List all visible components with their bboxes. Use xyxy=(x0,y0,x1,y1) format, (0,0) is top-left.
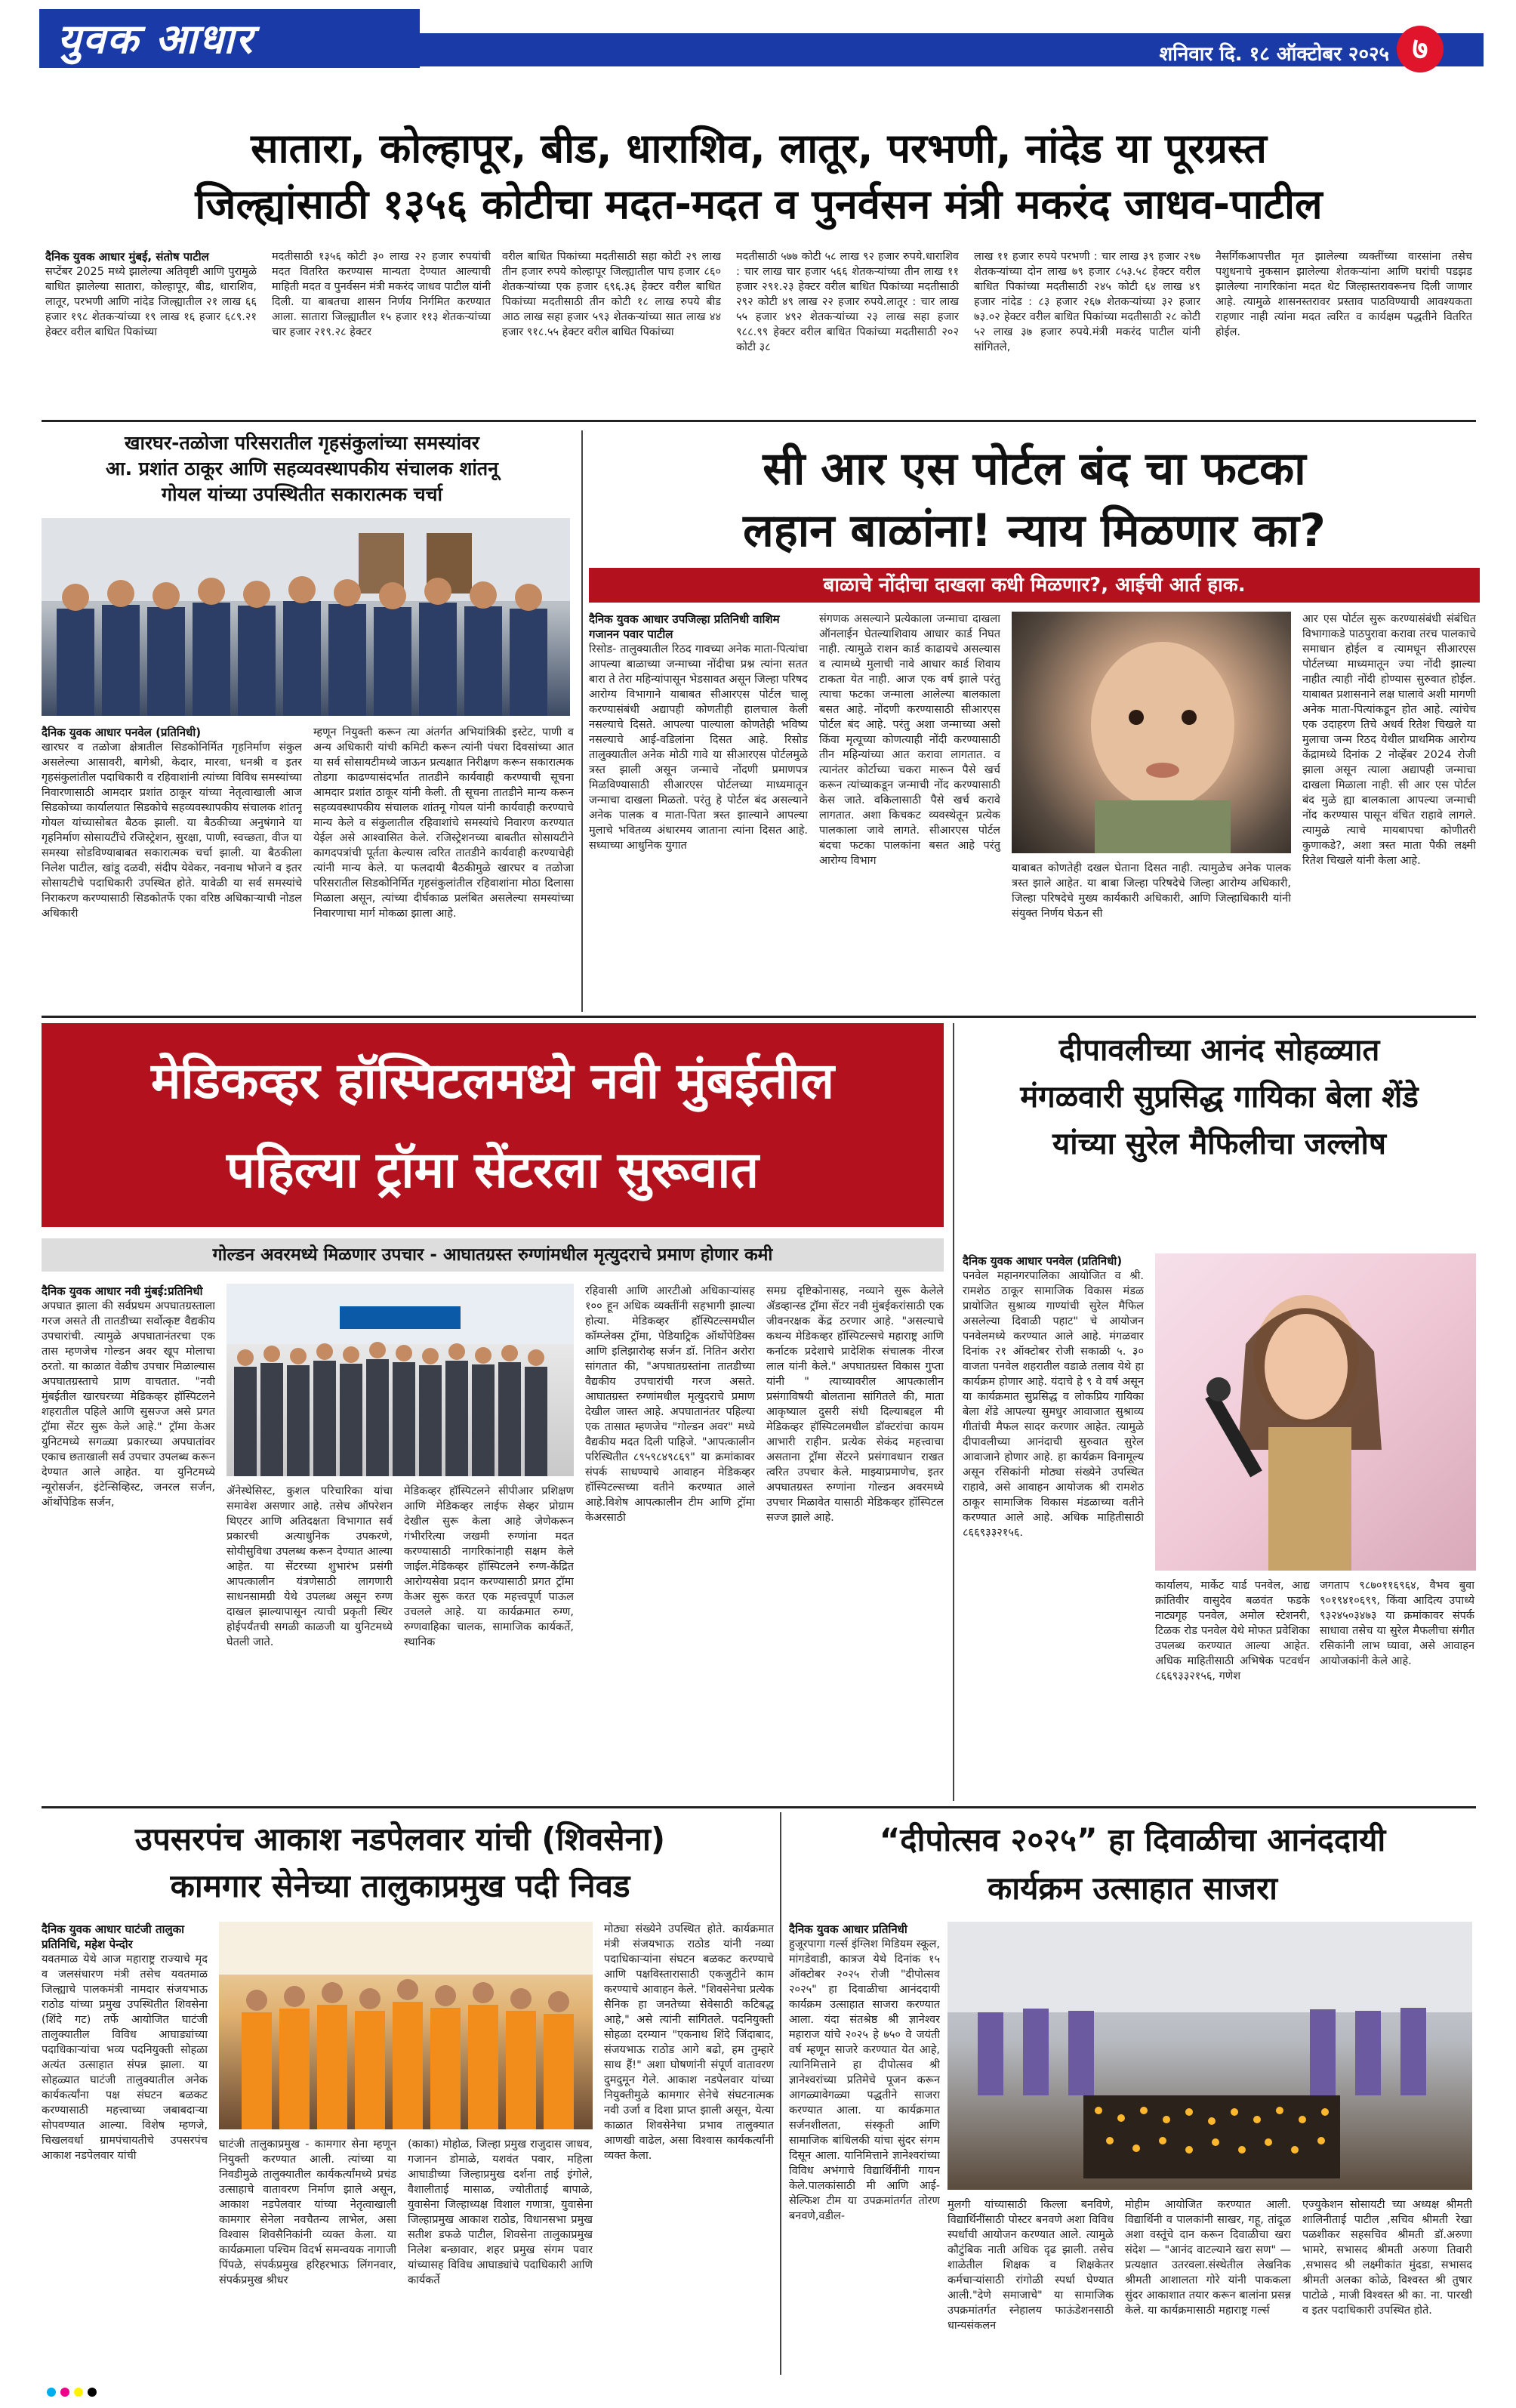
story4-byline: दैनिक युवक आधार नवी मुंबई:प्रतिनिधी xyxy=(42,1284,203,1298)
page-number: ७ xyxy=(1397,26,1444,72)
story3-text-1: रिसोड- तालुक्यातील रिठद गावच्या अनेक माता-पित्यांचा आपल्या बाळाच्या जन्माच्या नोंदीचा प्रश्न त्यांना सतत बारा ते तेरा महिन्यांपासून भेडसावत असून जिल्हा परिषद आरोग्य विभागाने याबाबत सीआरएस पोर्टल चालू करण्यासंबंधी अद्यापही कोणतीही हालचाल केली नसल्याचे दिसते. आपल्या पाल्याला कोणतेही भविष्य नसल्याचे आई-वडिलांना दिसत आहे. रिसोड तालुक्यातील अनेक मोठी गावे या सीआरएस पोर्टलमुळे त्रस्त झाली असून जन्माचे नोंदणी प्रमाणपत्र मिळविण्यासाठी सीआरएस पोर्टलच्या माध्यमातून जन्माचा दाखला मिळतो. परंतु हे पोर्टल बंद असल्याने अनेक पालक व माता-पिता त्रस्त झाल्याने आपल्या मुलाचे भवितव्य अंधारमय जाताना त्यांना दिसत आहे. सध्याच्या आधुनिक युगात xyxy=(589,643,808,852)
story3-headline-line1: सी आर एस पोर्टल बंद चा फटका xyxy=(763,442,1306,495)
meeting-photo xyxy=(42,518,570,716)
deepotsav-photo xyxy=(948,1922,1472,2190)
story6-text-2: घाटंजी तालुकाप्रमुख - कामगार सेना म्हणून नियुक्ती करण्यात आली. त्यांच्या या निवडीमुळे तालुक्यातील कार्यकर्त्यांमध्ये प्रचंड उत्साहाचे वातावरण निर्माण झाले असून, आकाश नडपेलवार यांच्या नेतृत्वाखाली कामगार सेनेला नवचैतन्य लाभेल, असा विश्वास शिवसैनिकांनी व्यक्त केला. या कार्यक्रमाला पश्चिम विदर्भ समन्वयक नागाजी पिंपळे, संपर्कप्रमुख हरिहरभाऊ लिंगनवार, संपर्कप्रमुख श्रीधर xyxy=(219,2138,396,2286)
story5-text-2: कार्यालय, मार्केट यार्ड पनवेल, आद्य क्रांतिवीर वासुदेव बळवंत फडके नाट्यगृह पनवेल, अमोल स्टेशनरी, टिळक रोड पनवेल येथे मोफत प्रवेशिका उपलब्ध करण्यात आल्या आहेत. अधिक माहितीसाठी अभिषेक पटवर्धन ८६६९३३२१५६, गणेश xyxy=(1155,1580,1310,1682)
story5-headline-line1: दीपावलीच्या आनंद सोहळ्यात xyxy=(1058,1033,1380,1068)
story2-headline-line2: आ. प्रशांत ठाकूर आणि सहव्यवस्थापकीय संचालक शांतनू xyxy=(106,458,498,479)
story2-headline-line3: गोयल यांच्या उपस्थितीत सकारात्मक चर्चा xyxy=(162,483,442,505)
singer-photo xyxy=(1155,1253,1476,1571)
story5-headline-line2: मंगळवारी सुप्रसिद्ध गायिका बेला शेंडे xyxy=(1020,1080,1419,1115)
story5-headline xyxy=(963,1027,1476,1167)
story1-text-2: मदतीसाठी १३५६ कोटी ३० लाख २२ हजार रुपयांची मदत वितरित करण्यास मान्यता देण्यात आल्याची माहिती मदत व पुनर्वसन मंत्री मकरंद जाधव पाटील यांनी दिली. या बाबतचा शासन निर्णय निर्गमित करण्यात आला. सातारा जिल्ह्यातील १५ हजार ११३ शेतकऱ्यांच्या चार हजार २१९.२८ हेक्टर xyxy=(272,251,491,338)
story1-text-4: मदतीसाठी ५७७ कोटी ५८ लाख ९२ हजार रुपये.धाराशिव : चार लाख चार हजार ५६६ शेतकऱ्यांच्या तीन लाख ११ हजार २९१.२३ हेक्टर वरील बाधित पिकांच्या मदतीसाठी २९२ कोटी ४९ लाख २२ हजार रुपये.लातूर : चार लाख ५५ हजार ४९२ शेतकऱ्यांच्या २३ लाख सहा हजार ९८८.९९ हेक्टर वरील बाधित पिकांच्या मदतीसाठी २०२ कोटी ३८ xyxy=(736,251,959,353)
story7-headline-line2: कार्यक्रम उत्साहात साजरा xyxy=(987,1870,1278,1907)
story1-headline xyxy=(30,121,1487,233)
story2-column-1 xyxy=(42,725,302,1012)
story2-headline xyxy=(30,430,574,507)
story7-headline xyxy=(789,1816,1476,1913)
singer-photo-illustration xyxy=(1155,1253,1476,1571)
registration-marks xyxy=(45,2386,136,2398)
column-divider xyxy=(581,430,583,1012)
story1-text-5: लाख ११ हजार रुपये परभणी : चार लाख ३९ हजार २९७ शेतकऱ्यांच्या दोन लाख ७९ हजार ८५३.५८ हेक्टर वरील बाधित पिकांच्या मदतीसाठी २४५ कोटी ६४ लाख ४९ हजार नांदेड : ८३ हजार २६७ शेतकऱ्यांच्या ३२ हजार ७३.०२ हेक्टर वरील बाधित पिकांच्या मदतीसाठी २८ कोटी ५२ लाख ३७ हजार रुपये.मंत्री मकरंद पाटील यांनी सांगितले, xyxy=(974,251,1200,353)
hospital-event-photo xyxy=(226,1284,574,1476)
story4-headline-line1: मेडिकव्हर हॉस्पिटलमध्ये नवी मुंबईतील xyxy=(150,1052,835,1110)
story1-headline-line2: जिल्ह्यांसाठी १३५६ कोटीचा मदत-मदत व पुनर्वसन मंत्री मकरंद जाधव-पाटील xyxy=(195,180,1323,228)
story7-text-1: हुजूरपागा गर्ल्स इंग्लिश मिडियम स्कूल, मांगडेवाडी, कात्रज येथे दिनांक १५ ऑक्टोबर २०२५ रोजी "दीपोत्सव २०२५" हा दिवाळीचा आनंददायी कार्यक्रम उत्साहात साजरा करण्यात आला. यंदा संतश्रेष्ठ श्री ज्ञानेश्वर महाराज यांचे २०२५ हे ७५० वे जयंती वर्ष म्हणून साजरे करण्यात येत आहे, त्यानिमित्ताने हा दीपोत्सव श्री ज्ञानेश्वरांच्या प्रतिमेचे पूजन करून आगळ्यावेगळ्या पद्धतीने साजरा करण्यात आला. या कार्यक्रमात सर्जनशीलता, संस्कृती आणि सामाजिक बांधिलकी यांचा सुंदर संगम दिसून आला. यानिमित्ताने ज्ञानेश्वरांच्या विविध अभंगाचे विद्यार्थिनींनी गायन केले.पालकांसाठी मी आणि आई- सेल्फिश टीम या उपक्रमांतर्गत तोरण बनवणे,वडील- xyxy=(789,1938,940,2222)
story3-headline-line2: लहान बाळांना! न्याय मिळणार का? xyxy=(743,504,1326,557)
story2-text-1: खारघर व तळोजा क्षेत्रातील सिडकोनिर्मित गृहनिर्माण संकुल असलेल्या आसावरी, बागेश्री, केदार, मारवा, धनश्री व इतर गृहसंकुलांतील पदाधिकारी व रहिवाशांनी त्यांच्या विविध समस्यांच्या निवारणासाठी आमदार प्रशांत ठाकूर यांच्या नेतृत्वाखाली आज सिडकोच्या कार्यालयात सिडकोचे सहव्यवस्थापकीय संचालक शांतनू गोयल यांच्यासोबत बैठक झाली. या बैठकीच्या अनुषंगाने या गृहनिर्माण सोसायटींचे रजिस्ट्रेशन, सुरक्षा, पाणी, स्वच्छता, वीज या समस्या सोडविण्याबाबत सकारात्मक चर्चा झाली. या बैठकीला निलेश पाटील, खांडू दळवी, संदीप येवेकर, नवनाथ भोजने व इतर सोसायटीचे पदाधिकारी उपस्थित होते. यावेळी या सर्व समस्यांचे निराकरण करण्यासाठी सिडकोतर्फे एका वरिष्ठ अधिकाऱ्याची नोडल अधिकारी xyxy=(42,742,302,920)
appointment-photo xyxy=(219,1922,593,2129)
story7-text-3: मोहीम आयोजित करण्यात आली. विद्यार्थिनी व पालकांनी साखर, गहू, तांदूळ अशा वस्तूंचे दान करून दिवाळीचा खरा संदेश — "आनंद वाटल्याने खरा सण" — प्रत्यक्षात उतरवला.संस्थेतील लेखनिक श्रीमती आशालता गोरे यांनी पाककला सुंदर आकाशात तयार करून बालांना प्रसन्न केले. या कार्यक्रमासाठी महाराष्ट्र गर्ल्स xyxy=(1125,2199,1291,2317)
story2-byline: दैनिक युवक आधार पनवेल (प्रतिनिधी) xyxy=(42,726,202,739)
story7-byline: दैनिक युवक आधार प्रतिनिधी xyxy=(789,1922,907,1936)
story6-headline-line1: उपसरपंच आकाश नडपेलवार यांची (शिवसेना) xyxy=(134,1821,666,1858)
story5-headline-line3: यांच्या सुरेल मैफिलीचा जल्लोष xyxy=(1052,1127,1386,1161)
story2-headline-line1: खारघर-तळोजा परिसरातील गृहसंकुलांच्या समस्यांवर xyxy=(125,432,479,454)
story1-text-1: सप्टेंबर 2025 मध्ये झालेल्या अतिवृष्टी आणि पुरामुळे बाधित झालेल्या सातारा, कोल्हापूर, बीड, धाराशिव, लातूर, परभणी आणि नांदेड जिल्ह्यातील २१ लाख ६६ हजार १९८ शेतकऱ्यांच्या १९ लाख १६ हजार ६८९.२१ हेक्टर वरील बाधित पिकांच्या xyxy=(45,266,257,338)
story3-text-4: आर एस पोर्टल सुरू करण्यासंबंधी संबंधित विभागाकडे पाठपुरावा करावा तरच पालकाचे समाधान होईल व त्यामधून सीआरएस पोर्टलच्या माध्यमातून ज्या नोंदी झाल्या नाहीत त्याही नोंदी होण्यास सुरुवात होईल. याबाबत प्रशासनाने लक्ष घालावे अशी मागणी अनेक माता-पित्यांकडून होत आहे. त्यांचेच एक उदाहरण तिचे अधर्व रितेश चिखले या मुलाचा जन्म रिठद येथील प्राथमिक आरोग्य केंद्रामध्ये दिनांक 2 नोव्हेंबर 2024 रोजी झाला असून त्याला अद्यापही जन्माचा दाखला मिळाला नाही. सी आर एस पोर्टल बंद मुळे ह्या बालकाला आपल्या जन्माची नोंद करण्यास पासून वंचित राहावे लागले. त्यामुळे त्याचे मायबापचा कोणीतरी कुणाकडे?, अशा त्रस्त माता पैकी लक्ष्मी रितेश चिखले यांनी केला आहे. xyxy=(1302,613,1476,867)
hospital-event-illustration xyxy=(226,1284,574,1476)
story4-subhead: गोल्डन अवरमध्ये मिळणार उपचार - आघातग्रस्त रुग्णांमधील मृत्युदराचे प्रमाण होणार कमी xyxy=(42,1238,944,1272)
story4-column-1 xyxy=(42,1284,215,1797)
story1-text-6: नैसर्गिकआपत्तीत मृत झालेल्या व्यक्तींच्या वारसांना तसेच पशुधनाचे नुकसान झालेल्या शेतकऱ्यांना आणि घरांची पडझड झालेल्या नागरिकांना मदत थेट जिल्हास्तरावरूनच दिली जाणार आहे. त्यामुळे शासनस्तरावर प्रस्ताव पाठविण्याची आवश्यकता राहणार नाही त्यांना मदत त्वरित व कार्यक्षम पद्धतीने वितरित होईल. xyxy=(1216,251,1472,338)
story3-text-3: याबाबत कोणतेही दखल घेताना दिसत नाही. त्यामुळेच अनेक पालक त्रस्त झाले आहेत. या बाबा जिल्हा परिषदेचे जिल्हा आरोग्य अधिकारी, जिल्हा परिषदेचे मुख्य कार्यकारी अधिकारी, आणि जिल्हाधिकारी यांनी संयुक्त निर्णय घेऊन सी xyxy=(1012,862,1291,920)
story2-text-2: म्हणून नियुक्ती करून त्या अंतर्गत अभियांत्रिकी इस्टेट, पाणी व अन्य अधिकारी यांची कमिटी करून त्यांनी पंधरा दिवसांच्या आत या सर्व सोसायटीमध्ये जाऊन प्रत्यक्षात निरीक्षण करून सकारात्मक तोडगा काढण्यासंदर्भात तातडीने कार्यवाही करण्याची सूचना आमदार प्रशांत ठाकूर यांनी केली. ती सूचना तातडीने मान्य करून सहव्यवस्थापकीय संचालक शांतनू गोयल यांनी कार्यवाही करण्याचे मान्य केले व संकुलातील रहिवाशांचे समस्यांचे निवारण करण्यात येईल असे आश्वासित केले. रजिस्ट्रेशनच्या बाबतीत सोसायटीने कागदपत्रांची पूर्तता केल्यास त्वरित तातडीने कार्यवाही करण्याचेही त्यांनी मान्य केले. या फलदायी बैठकीमुळे खारघर व तळोजा परिसरातील सिडकोनिर्मित गृहसंकुलांतील रहिवाशांना मोठा दिलासा मिळाला असून, त्यांच्या दीर्घकाळ प्रलंबित असलेल्या समस्यांच्या निवारणाचा मार्ग मोकळा झाला आहे. xyxy=(313,726,574,920)
story5-text-1: पनवेल महानगरपालिका आयोजित व श्री. रामशेठ ठाकूर सामाजिक विकास मंडळ प्रायोजित सुश्राव्य गाण्यांची सुरेल मैफिल असलेल्या दिवाळी पहाट" चे आयोजन पनवेलमध्ये करण्यात आले आहे. मंगळवार दिनांक २१ ऑक्टोबर रोजी सकाळी ५. ३० वाजता पनवेल शहरातील वडाळे तलाव येथे हा कार्यक्रम होणार आहे. यंदाचे हे ९ वे वर्ष असून या कार्यक्रमात सुप्रसिद्ध व लोकप्रिय गायिका बेला शेंडे आपल्या सुमधुर आवाजात सुश्राव्य गीतांची मैफल सादर करणार आहेत. त्यामुळे दीपावलीच्या आनंदाची सुरुवात सुरेल आवाजाने होणार आहे. हा कार्यक्रम विनामूल्य असून रसिकांनी मोठ्या संख्येने उपस्थित राहावे, असे आवाहन आयोजक श्री रामशेठ ठाकूर सामाजिक विकास मंडळाच्या वतीने करण्यात आले आहे. अधिक माहितीसाठी ८६६९३३२१५६. xyxy=(963,1270,1144,1539)
story4-headline xyxy=(42,1037,944,1215)
story7-text-4: एज्युकेशन सोसायटी च्या अध्यक्ष श्रीमती शालिनीताई पाटील ,सचिव श्रीमती रेखा पळशीकर सहसचिव श्रीमती डॉ.अरुणा भामरे, सभासद श्रीमती अरुणा तिवारी ,सभासद श्री लक्ष्मीकांत मुंदडा, सभासद श्रीमती अलका कोळे, विश्वस्त श्री तुषार पाटोळे , माजी विश्वस्त श्री का. ना. पारखी व इतर पदाधिकारी उपस्थित होते. xyxy=(1302,2199,1472,2317)
divider xyxy=(42,1016,1476,1018)
column-divider xyxy=(953,1023,954,1801)
child-photo-illustration xyxy=(1012,612,1291,853)
registration-marks-svg xyxy=(45,2386,136,2398)
story3-headline xyxy=(596,438,1472,562)
story4-text-1: अपघात झाला की सर्वप्रथम अपघातग्रस्ताला गरज असते ती तातडीच्या सर्वोत्कृष्ट वैद्यकीय उपचारांची. त्यामुळे अपघातानंतरचा एक तास म्हणजेच गोल्डन अवर खूप मोलाचा ठरतो. या काळात वेळीच उपचार मिळाल्यास अपघातग्रस्ताचे प्राण वाचतात. "नवी मुंबईतील खारघरच्या मेडिकव्हर हॉस्पिटलने शहरातील पहिले आणि सुसज्ज असे प्रगत ट्रॉमा सेंटर सुरू केले आहे." ट्रॉमा केअर युनिटमध्ये सगळ्या प्रकारच्या अपघातांवर एकाच छताखाली सर्व उपचार उपलब्ध करून देण्यात आले आहेत. या युनिटमध्ये न्यूरोसर्जन, इंटेन्सिव्हिस्ट, जनरल सर्जन, ऑर्थोपेडिक सर्जन, xyxy=(42,1300,215,1509)
story6-headline-line2: कामगार सेनेच्या तालुकाप्रमुख पदी निवड xyxy=(170,1867,630,1904)
story6-byline: दैनिक युवक आधार घाटंजी तालुका प्रतिनिधि, महेश पेन्दोर xyxy=(42,1922,185,1951)
divider xyxy=(42,1806,1476,1808)
story4-text-2: ॲनेस्थेसिस्ट, कुशल परिचारिका यांचा समावेश असणार आहे. तसेच ऑपरेशन थिएटर आणि अतिदक्षता विभागात सर्व प्रकारची अत्याधुनिक उपकरणे, सोयीसुविधा उपलब्ध करून देण्यात आल्या आहेत. या सेंटरच्या शुभारंभ प्रसंगी आपत्कालीन यंत्रणेसाठी लागणारी साधनसामग्री येथे उपलब्ध असून रुग्ण दाखल झाल्यापासून त्याची प्रकृती स्थिर होईपर्यंतची सगळी काळजी या युनिटमध्ये घेतली जाते. xyxy=(226,1485,393,1648)
story4-text-5: समग्र दृष्टिकोनासह, नव्याने सुरू केलेले ॲडव्हान्स्ड ट्रॉमा सेंटर नवी मुंबईकरांसाठी एक जीवनरक्षक केंद्र ठरणार आहे. "असल्याचे कथन्य मेडिकव्हर हॉस्पिटल्सचे महाराष्ट्र आणि कर्नाटक प्रदेशाचे प्रादेशिक संचालक नीरज लाल यांनी केले." अपघातग्रस्त विकास गुप्ता यांनी " त्याच्यावरील आपत्कालीन प्रसंगाविषयी बोलताना सांगितले की, माता आकृष्याल दुसरी संधी दिल्याबद्दल मी मेडिकव्हर हॉस्पिटलमधील डॉक्टरांचा कायम आभारी राहीन. प्रत्येक सेकंद महत्त्वाचा असताना ट्रॉमा सेंटरने प्रसंगावधान राखत त्वरित उपचार केले. माझ्याप्रमाणेच, इतर अपघातग्रस्त रुग्णांना गोल्डन अवरमध्ये उपचार मिळावेत यासाठी मेडिकव्हर हॉस्पिटल सज्ज झाले आहे. xyxy=(766,1285,944,1524)
story1-byline: दैनिक युवक आधार मुंबई, संतोष पाटील xyxy=(45,250,209,264)
story1-headline-line1: सातारा, कोल्हापूर, बीड, धाराशिव, लातूर, परभणी, नांदेड या पूरग्रस्त xyxy=(251,125,1267,172)
story6-column-1 xyxy=(42,1922,208,2375)
story4-text-4: रहिवासी आणि आरटीओ अधिकाऱ्यांसह १०० हून अधिक व्यक्तींनी सहभागी झाल्या होत्या. मेडिकव्हर हॉस्पिटल्समधील कॉम्प्लेक्स ट्रॉमा, पेडियाट्रिक ऑर्थोपेडिक्स आणि इलिझारोव्ह सर्जन डॉ. नितिन अरोरा सांगतात की, "अपघातग्रस्तांना तातडीच्या वैद्यकीय उपचारांची गरज असते. आघातग्रस्त रुग्णांमधील मृत्युदराचे प्रमाण देखील जास्त आहे. अपघातानंतर पहिल्या एक तासात म्हणजेच "गोल्डन अवर" मध्ये वैद्यकीय मदत दिली पाहिजे. "आपत्कालीन परिस्थितीत ८९५९८४९८६९" या क्रमांकावर संपर्क साधण्याचे आवाहन मेडिकव्हर हॉस्पिटल्सच्या वतीने करण्यात आले आहे.विशेष आपत्कालीन टीम आणि ट्रॉमा केअरसाठी xyxy=(585,1285,755,1524)
meeting-photo-illustration xyxy=(42,518,570,716)
story4-headline-banner xyxy=(42,1023,944,1227)
story1-text-3: वरील बाधित पिकांच्या मदतीसाठी सहा कोटी २९ लाख तीन हजार रुपये कोल्हापूर जिल्ह्यातील पाच हजार ८६० शेतकऱ्यांच्या एक हजार ६९६.३६ हेक्टर वरील बाधित पिकांच्या मदतीसाठी तीन कोटी १८ लाख रुपये बीड आठ लाख सहा हजार ५९३ शेतकऱ्यांच्या सात लाख ४४ हजार ९१८.५५ हेक्टर वरील बाधित पिकांच्या xyxy=(502,251,721,338)
story6-text-4: मोठ्या संख्येने उपस्थित होते. कार्यक्रमात मंत्री संजयभाऊ राठोड यांनी नव्या पदाधिकाऱ्यांना संघटन बळकट करण्याचे आणि पक्षविस्तारासाठी एकजुटीने काम करण्याचे आवाहन केले. "शिवसेनेचा प्रत्येक सैनिक हा जनतेच्या सेवेसाठी कटिबद्ध आहे," असे त्यांनी सांगितले. पदनियुक्ती सोहळा दरम्यान "एकनाथ शिंदे जिंदाबाद, संजयभाऊ राठोड आगे बढो, हम तुम्हारे साथ हैं!" अशा घोषणांनी संपूर्ण वातावरण दुमदुमून गेले. आकाश नडपेलवार यांच्या नियुक्तीमुळे कामगार सेनेचे संघटनात्मक नवी उर्जा व दिशा प्राप्त झाली असून, येत्या काळात शिवसेनेचा प्रभाव तालुक्यात आणखी वाढेल, असा विश्वास कार्यकर्त्यांनी व्यक्त केला. xyxy=(604,1923,774,2162)
deepotsav-illustration xyxy=(948,1922,1472,2190)
story4-headline-line2: पहिल्या ट्रॉमा सेंटरला सुरूवात xyxy=(226,1141,760,1199)
child-photo xyxy=(1012,612,1291,853)
story5-column-1 xyxy=(963,1253,1144,1797)
story1-column-1 xyxy=(45,249,257,340)
story4-text-3: मेडिकव्हर हॉस्पिटलने सीपीआर प्रशिक्षण आणि मेडिकव्हर लाईफ सेव्हर प्रोग्राम देखील सुरू केला आहे जेणेकरून गंभीररित्या जखमी रुग्णांना मदत करण्यासाठी नागरिकांनाही सक्षम केले जाईल.मेडिकव्हर हॉस्पिटलने रुग्ण-केंद्रित आरोग्यसेवा प्रदान करण्यासाठी प्रगत ट्रॉमा केअर सुरू करत एक महत्त्वपूर्ण पाऊल उचलले आहे. या कार्यक्रमात रुग्ण, रुग्णवाहिका चालक, सामाजिक कार्यकर्ते, स्थानिक xyxy=(404,1485,574,1648)
divider xyxy=(42,420,1476,422)
story3-subhead: बाळाचे नोंदीचा दाखला कधी मिळणार?, आईची आर्त हाक. xyxy=(589,568,1480,603)
issue-date: शनिवार दि. १८ ऑक्टोबर २०२५ xyxy=(1159,43,1389,66)
story6-text-1: यवतमाळ येथे आज महाराष्ट्र राज्याचे मृद व जलसंधारण मंत्री तसेच यवतमाळ जिल्ह्याचे पालकमंत्री नामदार संजयभाऊ राठोड यांच्या प्रमुख उपस्थितीत शिवसेना (शिंदे गट) तर्फे आयोजित घाटंजी तालुक्यातील विविध आघाड्यांच्या पदाधिकाऱ्यांचा भव्य पदनियुक्ती सोहळा अत्यंत उत्साहात संपन्न झाला. या सोहळ्यात घाटंजी तालुक्यातील अनेक कार्यकर्त्यांना पक्ष संघटन बळकट करण्यासाठी महत्त्वाच्या जबाबदाऱ्या सोपवण्यात आल्या. विशेष म्हणजे, चिखलवर्धा ग्रामपंचायतीचे उपसरपंच आकाश नडपेलवार यांची xyxy=(42,1953,208,2162)
story3-text-2: संगणक असल्याने प्रत्येकाला जन्माचा दाखला ऑनलाईन घेतल्याशिवाय आधार कार्ड निघत नाही. त्यामुळे राशन कार्ड काढायचे असल्यास व त्यामध्ये मुलाची नावे आधार कार्ड शिवाय टाकता येत नाही. आज एक वर्ष झाले परंतु त्याचा फटका जन्माला आलेल्या बालकाला बसत आहे. नोंदणी करण्यासाठी सीआरएस पोर्टल बंद आहे. परंतु अशा जन्माच्या असो किंवा मृत्यूच्या कोणत्याही नोंदी करण्यासाठी तीन महिन्यांच्या आत करावा लागतात. व त्यानंतर कोर्टाच्या चकरा मारून पैसे खर्च करून त्यांच्याकडून जन्माची नोंद करण्यासाठी केस जाते. वकिलासाठी पैसे खर्च करावे लागतात. अशा किचकट व्यवस्थेतून प्रत्येक पालकाला जावे लागते. सीआरएस पोर्टल बंदचा फटका पालकांना बसत आहे परंतु आरोग्य विभाग xyxy=(819,613,1000,867)
newspaper-logo: युवक आधार xyxy=(39,9,420,68)
appointment-illustration xyxy=(219,1922,593,2129)
story6-headline xyxy=(30,1816,770,1910)
masthead xyxy=(0,0,1516,76)
story7-headline-line1: “दीपोत्सव २०२५” हा दिवाळीचा आनंददायी xyxy=(879,1821,1386,1858)
story6-text-3: (काका) मोहोळ, जिल्हा प्रमुख राजुदास जाधव, गजानन डोमाळे, यशवंत पवार, महिला आघाडीच्या जिल्हाप्रमुख दर्शना ताई इंगोले, वैशालीताई मासाळ, ज्योतीताई बापाळे, युवासेना जिल्हाध्यक्ष विशाल गणात्रा, युवासेना जिल्हाप्रमुख आकाश राठोड, विधानसभा प्रमुख सतीश डफळे पाटील, शिवसेना तालुकाप्रमुख निलेश बन्छावार, शहर प्रमुख संगम पवार यांच्यासह विविध आघाड्यांचे पदाधिकारी आणि कार्यकर्ते xyxy=(408,2138,593,2286)
story5-text-3: जगताप ९८७०११६९६४, वैभव बुवा ९०१९४१०६९९, किंवा आदित्य उपाध्ये ९३२४५०३४७३ या क्रमांकावर संपर्क साधावा तसेच या सुरेल मैफलीचा संगीत रसिकांनी लाभ घ्यावा, असे आवाहन आयोजकांनी केले आहे. xyxy=(1320,1580,1474,1667)
story5-byline: दैनिक युवक आधार पनवेल (प्रतिनिधी) xyxy=(963,1254,1123,1268)
column-divider xyxy=(780,1812,781,2375)
story3-byline: दैनिक युवक आधार उपजिल्हा प्रतिनिधी वाशिम गजानन पवार पाटील xyxy=(589,612,780,641)
story7-column-1 xyxy=(789,1922,940,2375)
story7-text-2: मुलगी यांच्यासाठी किल्ला बनविणे, विद्यार्थिनींसाठी पोस्टर बनवणे अशा विविध स्पर्धांची आयोजन करण्यात आले. त्यामुळे कौटुंबिक नाती अधिक दृढ झाली. तसेच शाळेतील शिक्षक व शिक्षकेतर कर्मचाऱ्यांसाठी रांगोळी स्पर्धा घेण्यात आली."देणे समाजाचे" या सामाजिक उपक्रमांतर्गत स्नेहालय फाऊंडेशनसाठी धान्यसंकलन xyxy=(948,2199,1114,2332)
story3-column-1 xyxy=(589,612,808,1012)
